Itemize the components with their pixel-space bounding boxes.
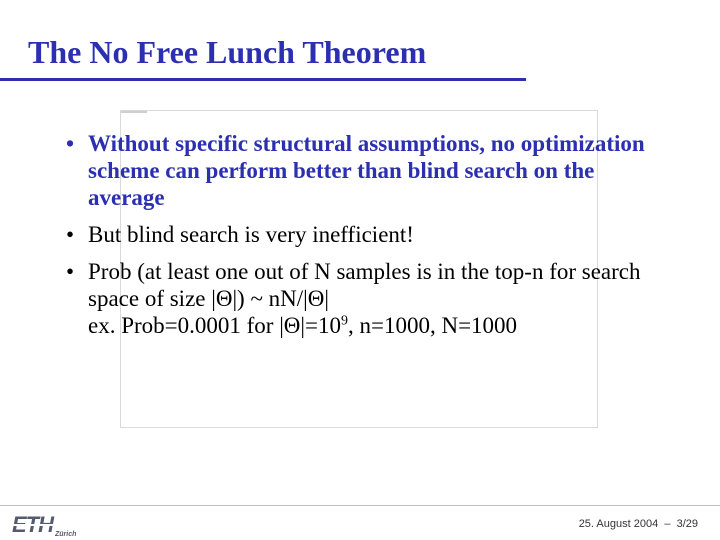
bullet-dot: • [66, 259, 75, 284]
eth-logo [12, 512, 76, 538]
footer-divider [0, 505, 720, 506]
bullet-list [62, 130, 662, 349]
frame-corner-mark [121, 111, 147, 113]
title-underline [0, 78, 526, 81]
page-number: 3/29 [676, 518, 698, 530]
bullet-item [62, 258, 662, 339]
eth-logo-text: ETH [12, 512, 53, 537]
slide-title: The No Free Lunch Theorem [28, 34, 427, 70]
bullet-item [62, 221, 662, 248]
bullet-text: Prob (at least one out of N samples is in the top-n for search space of size |Θ|) ~ nN/|Θ| [88, 259, 641, 311]
bullet-text: Without specific structural assumptions, no optimization scheme can perform better than blind search on the average [88, 131, 645, 210]
bullet-text-example: ex. Prob=0.0001 for |Θ|=10 [88, 313, 341, 338]
bullet-text: But blind search is very inefficient! [88, 222, 414, 247]
bullet-text-example-rest: , n=1000, N=1000 [348, 313, 518, 338]
bullet-dot: • [66, 222, 75, 247]
bullet-dot: • [66, 131, 75, 156]
bullet-item [62, 130, 662, 211]
exponent: 9 [341, 313, 348, 329]
footer-info [579, 518, 698, 530]
eth-logo-subtext: Zürich [55, 531, 77, 538]
footer-separator: – [664, 518, 671, 530]
footer-date: 25. August 2004 [578, 518, 659, 530]
